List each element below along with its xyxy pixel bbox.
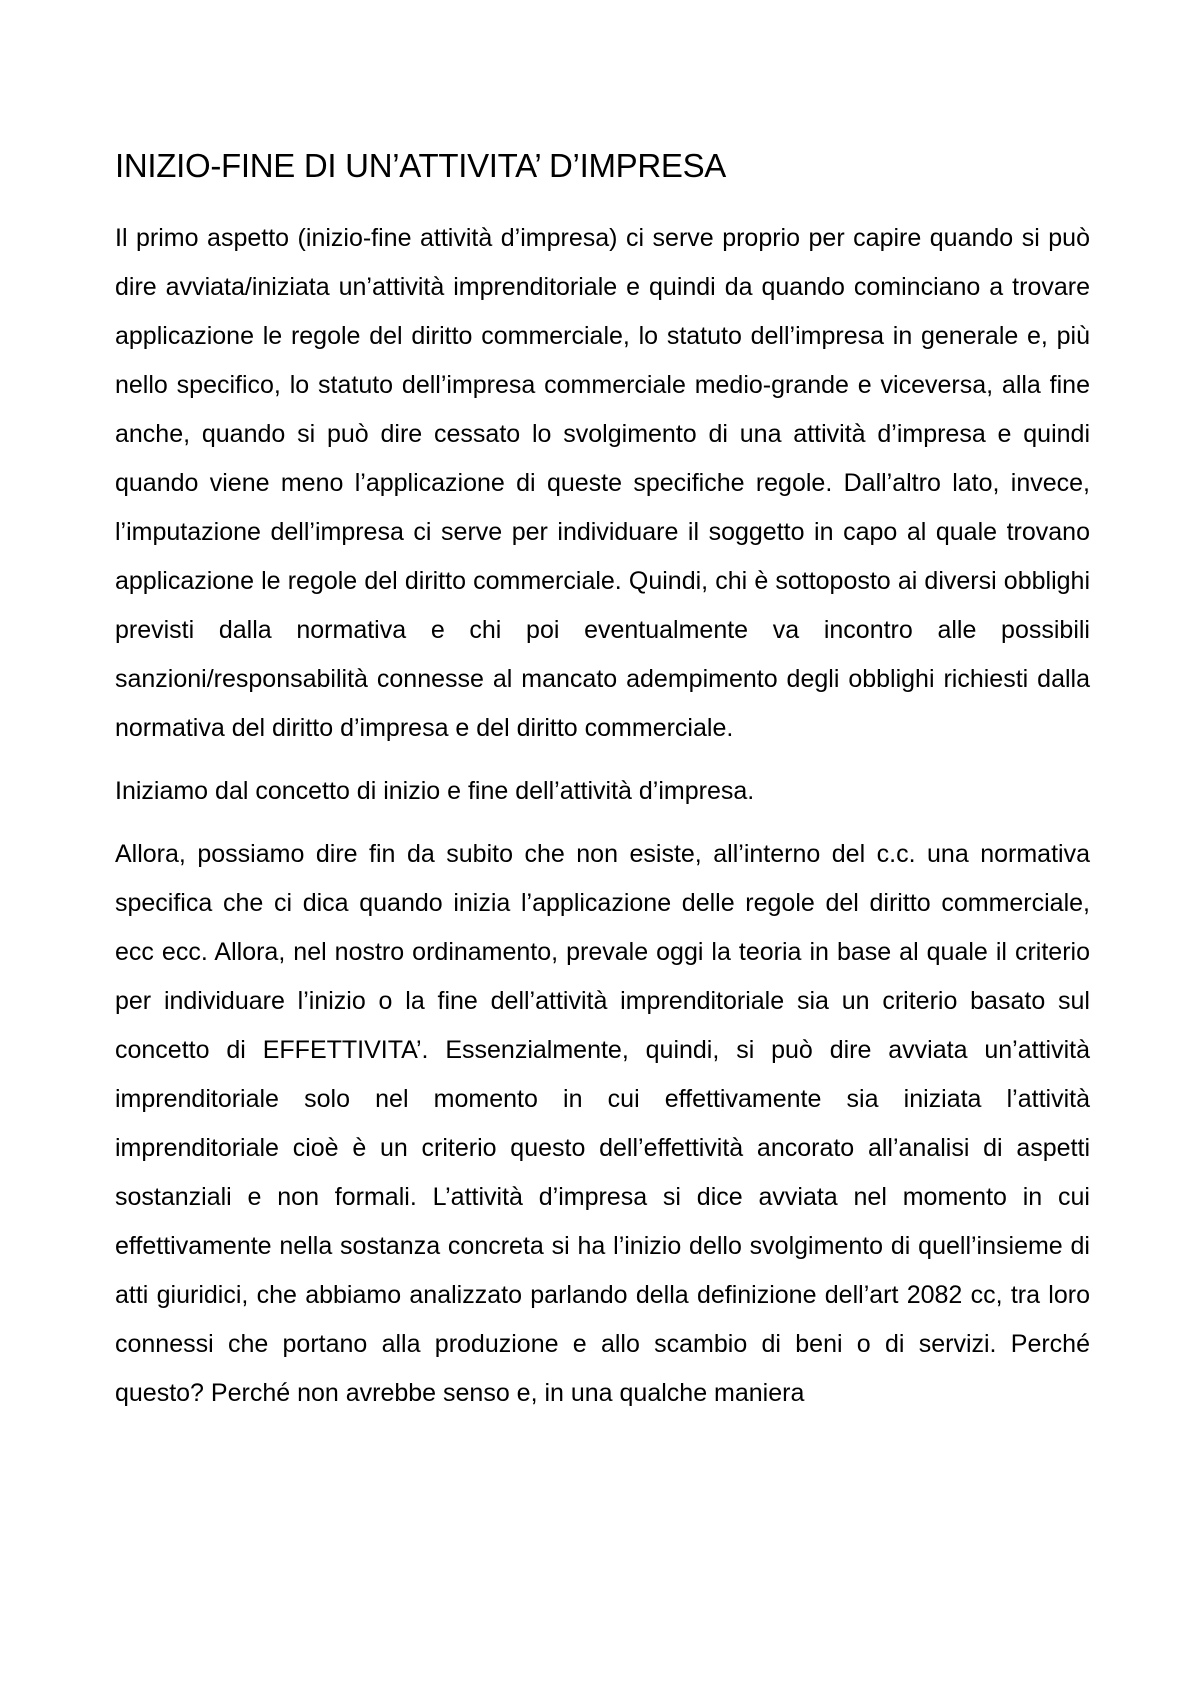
paragraph-intro: Il primo aspetto (inizio-fine attività d’impresa) ci serve proprio per capire quando si può dire avviata/iniziata un’attività imprenditoriale e quindi da quando cominciano a trovare applicazione le regole del diritto commerciale, lo statuto dell’impresa in generale e, più nello specifico, lo statuto dell’impresa commerciale medio-grande e viceversa, alla fine anche, quando si può dire cessato lo svolgimento di una attività d’impresa e quindi quando viene meno l’applicazione di queste specifiche regole. Dall’altro lato, invece, l’imputazione dell’impresa ci serve per individuare il soggetto in capo al quale trovano applicazione le regole del diritto commerciale. Quindi, chi è sottoposto ai diversi obblighi previsti dalla normativa e chi poi eventualmente va incontro alle possibili sanzioni/responsabilità connesse al mancato adempimento degli obblighi richiesti dalla normativa del diritto d’impresa e del diritto commerciale. bbox=[115, 224, 1090, 742]
paragraph-inizio: Iniziamo dal concetto di inizio e fine dell’attività d’impresa. bbox=[115, 777, 755, 805]
document-body bbox=[115, 140, 1090, 1432]
paragraph-effettivita: Allora, possiamo dire fin da subito che non esiste, all’interno del c.c. una normativa specifica che ci dica quando inizia l’applicazione delle regole del diritto commerciale, ecc ecc. Allora, nel nostro ordinamento, prevale oggi la teoria in base al quale il criterio per individuare l’inizio o la fine dell’attività imprenditoriale sia un criterio basato sul concetto di EFFETTIVITA’. Essenzialmente, quindi, si può dire avviata un’attività imprenditoriale solo nel momento in cui effettivamente sia iniziata l’attività imprenditoriale cioè è un criterio questo dell’effettività ancorato all’analisi di aspetti sostanziali e non formali. L’attività d’impresa si dice avviata nel momento in cui effettivamente nella sostanza concreta si ha l’inizio dello svolgimento di quell’insieme di atti giuridici, che abbiamo analizzato parlando della definizione dell’art 2082 cc, tra loro connessi che portano alla produzione e allo scambio di beni o di servizi. Perché questo? Perché non avrebbe senso e, in una qualche maniera bbox=[115, 840, 1090, 1407]
document-title: INIZIO-FINE DI UN’ATTIVITA’ D’IMPRESA bbox=[115, 147, 727, 184]
